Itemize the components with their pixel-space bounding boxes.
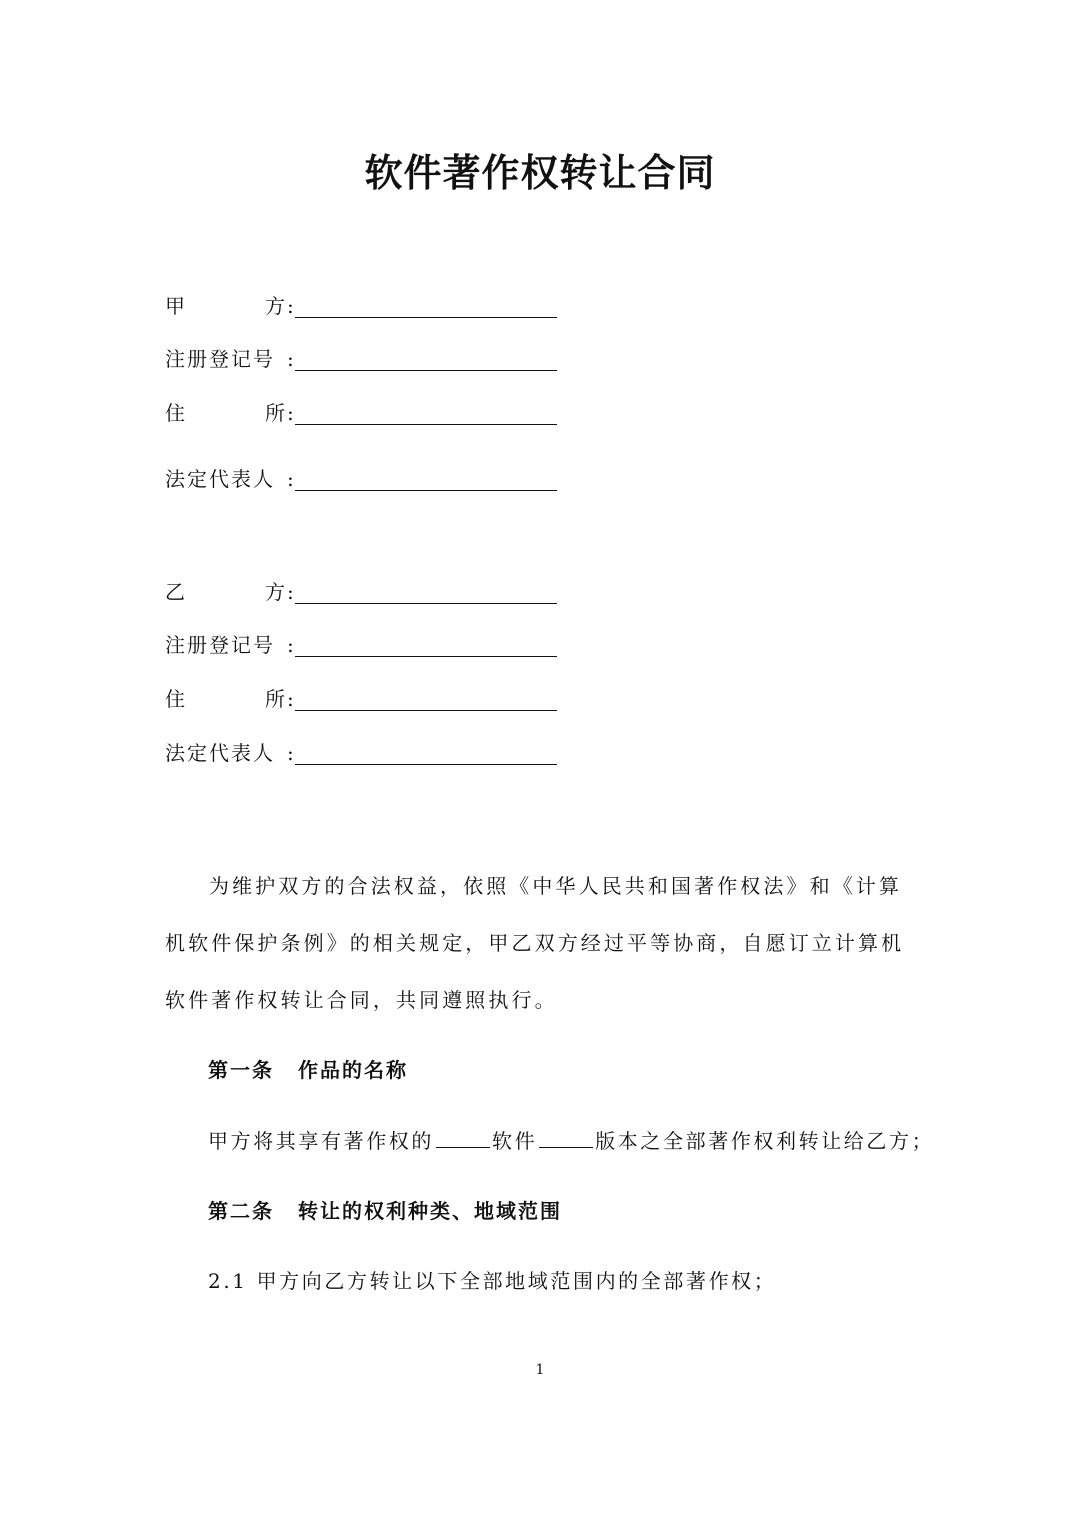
- party-a-address-row: 住 所 :: [165, 393, 557, 427]
- party-b-address-field[interactable]: [295, 688, 557, 711]
- party-a-rep-label: 法定代表人: [165, 467, 275, 491]
- party-a-reg-field[interactable]: [295, 348, 557, 371]
- party-a-name-row: 甲 方 :: [165, 286, 557, 320]
- party-b-name-row: 乙 方 :: [165, 572, 557, 606]
- party-a-rep-row: 法定代表人 :: [165, 459, 557, 493]
- party-b-reg-row: 注册登记号 :: [165, 625, 557, 659]
- party-a-address-field[interactable]: [295, 402, 557, 425]
- page-number: 1: [535, 1362, 545, 1378]
- party-a-name-label: 甲 方: [165, 294, 287, 318]
- party-b-rep-label: 法定代表人: [165, 741, 275, 765]
- party-a-name-field[interactable]: [295, 295, 557, 318]
- party-a-reg-label: 注册登记号: [165, 347, 275, 371]
- party-b-reg-field[interactable]: [295, 634, 557, 657]
- party-b-name-field[interactable]: [295, 581, 557, 604]
- document-title: 软件著作权转让合同: [364, 151, 716, 195]
- party-b-rep-row: 法定代表人 :: [165, 733, 557, 767]
- intro-paragraph: 为维护双方的合法权益，依照《中华人民共和国著作权法》和《计算机软件保护条例》的相关规定，甲乙双方经过平等协商，自愿订立计算机软件著作权转让合同，共同遵照执行。: [165, 874, 905, 1012]
- version-blank[interactable]: [539, 1127, 593, 1148]
- article-1-heading: 第一条 作品的名称: [208, 1058, 408, 1082]
- party-a-rep-field[interactable]: [295, 468, 557, 491]
- article-1-text: 甲方将其享有著作权的 软件 版本之全部著作权利转让给乙方；: [208, 1129, 935, 1153]
- software-name-blank[interactable]: [436, 1127, 490, 1148]
- party-b-address-row: 住 所 :: [165, 679, 557, 713]
- party-a-reg-row: 注册登记号 :: [165, 339, 557, 373]
- party-b-rep-field[interactable]: [295, 742, 557, 765]
- party-a-address-label: 住 所: [165, 401, 287, 425]
- party-b-name-label: 乙 方: [165, 580, 287, 604]
- party-b-reg-label: 注册登记号: [165, 633, 275, 657]
- article-2-heading: 第二条 转让的权利种类、地域范围: [208, 1199, 562, 1223]
- clause-2-1: 2.1 甲方向乙方转让以下全部地域范围内的全部著作权；: [208, 1269, 777, 1293]
- party-b-address-label: 住 所: [165, 687, 287, 711]
